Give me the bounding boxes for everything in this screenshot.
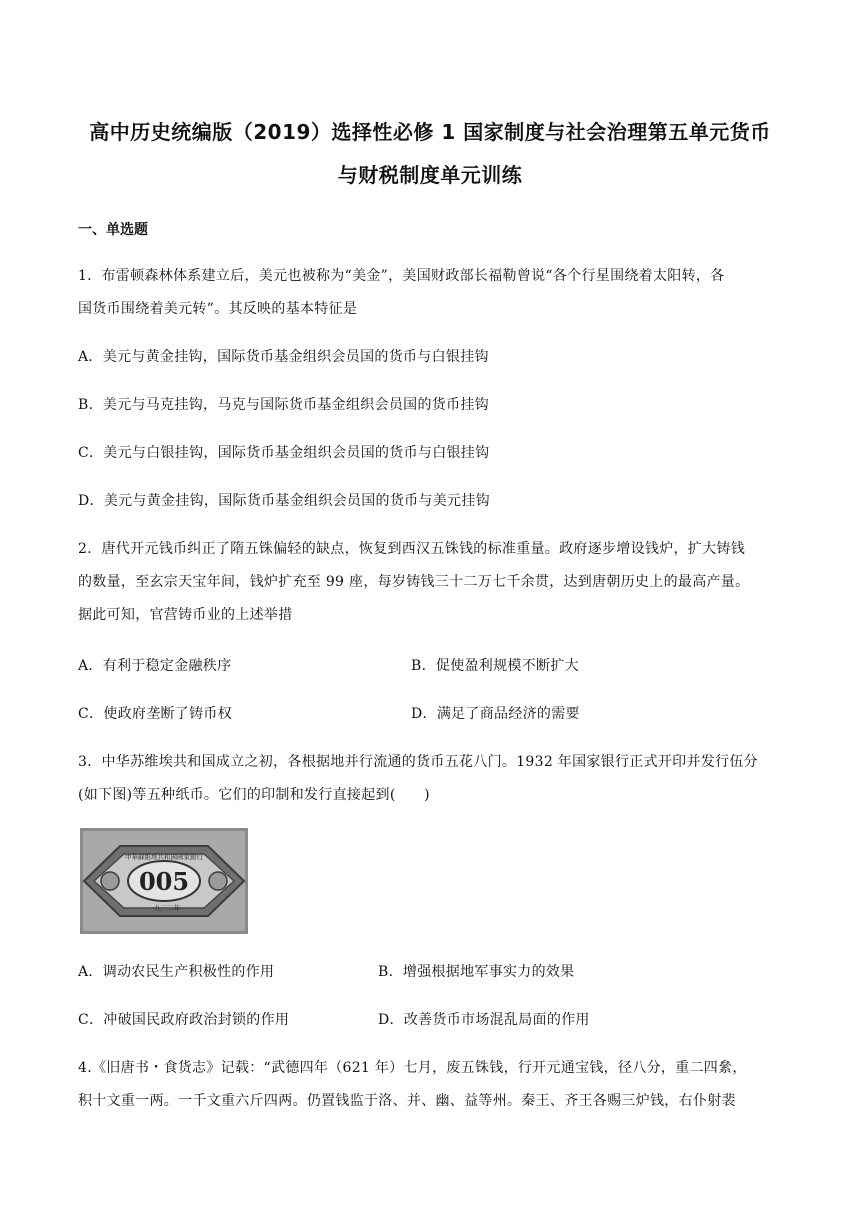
banknote-image (80, 828, 248, 934)
banknote-denomination: 005 (138, 867, 190, 896)
section-heading: 一、单选题 (78, 222, 148, 238)
question-4-text-line-2: 积十文重一两。一千文重六斤四两。仍置钱监于洛、并、幽、益等州。秦王、齐王各赐三炉钱，右仆射裴 (78, 1093, 736, 1109)
question-3-option-c: C．冲破国民政府政治封锁的作用 (78, 1012, 290, 1028)
question-3-option-d: D．改善货币市场混乱局面的作用 (378, 1012, 590, 1028)
question-4-text-line-1: 4.《旧唐书・食货志》记载：“武德四年（621 年）七月，废五铢钱，行开元通宝钱，径八分，重二四絫， (78, 1060, 747, 1076)
banknote-top-text: 中華蘇維埃共和國國家銀行 (125, 853, 203, 861)
question-2-option-b: B．促使盈利规模不断扩大 (411, 658, 579, 674)
question-2-text-line-2: 的数量，至玄宗天宝年间，钱炉扩充至 99 座，每岁铸钱三十二万七千余贯，达到唐朝历史上的最高产量。 (78, 574, 750, 590)
question-1-option-a: A．美元与黄金挂钩，国际货币基金组织会员国的货币与白银挂钩 (78, 349, 489, 365)
document-title-line-2: 与财税制度单元训练 (337, 163, 523, 187)
question-2-text-line-3: 据此可知，官营铸币业的上述举措 (78, 607, 293, 623)
question-1-text-line-1: 1．布雷顿森林体系建立后，美元也被称为“美金”，美国财政部长福勒曾说“各个行星围绕着太阳转，各 (78, 268, 725, 284)
question-2-option-c: C．使政府垄断了铸币权 (78, 706, 233, 722)
question-1-option-d: D．美元与黄金挂钩，国际货币基金组织会员国的货币与美元挂钩 (78, 493, 490, 509)
question-1-text-line-2: 国货币围绕着美元转”。其反映的基本特征是 (78, 301, 358, 317)
banknote-bottom-text: 一九三二年 (147, 904, 181, 912)
document-title-line-1: 高中历史统编版（2019）选择性必修 1 国家制度与社会治理第五单元货币 (89, 120, 771, 144)
question-2-option-a: A．有利于稳定金融秩序 (78, 658, 232, 674)
question-2-text-line-1: 2．唐代开元钱币纠正了隋五铢偏轻的缺点，恢复到西汉五铢钱的标准重量。政府逐步增设钱炉，扩大铸钱 (78, 541, 746, 557)
question-1-option-c: C．美元与白银挂钩，国际货币基金组织会员国的货币与白银挂钩 (78, 445, 490, 461)
question-3-text-line-1: 3．中华苏维埃共和国成立之初，各根据地并行流通的货币五花八门。1932 年国家银行正式开印并发行伍分 (78, 754, 758, 770)
question-3-option-a: A．调动农民生产积极性的作用 (78, 964, 275, 980)
question-1-option-b: B．美元与马克挂钩，马克与国际货币基金组织会员国的货币挂钩 (78, 397, 489, 413)
question-3-option-b: B．增强根据地军事实力的效果 (378, 964, 575, 980)
question-2-option-d: D．满足了商品经济的需要 (411, 706, 580, 722)
question-3-text-line-2: (如下图)等五种纸币。它们的印制和发行直接起到( ) (78, 787, 430, 803)
